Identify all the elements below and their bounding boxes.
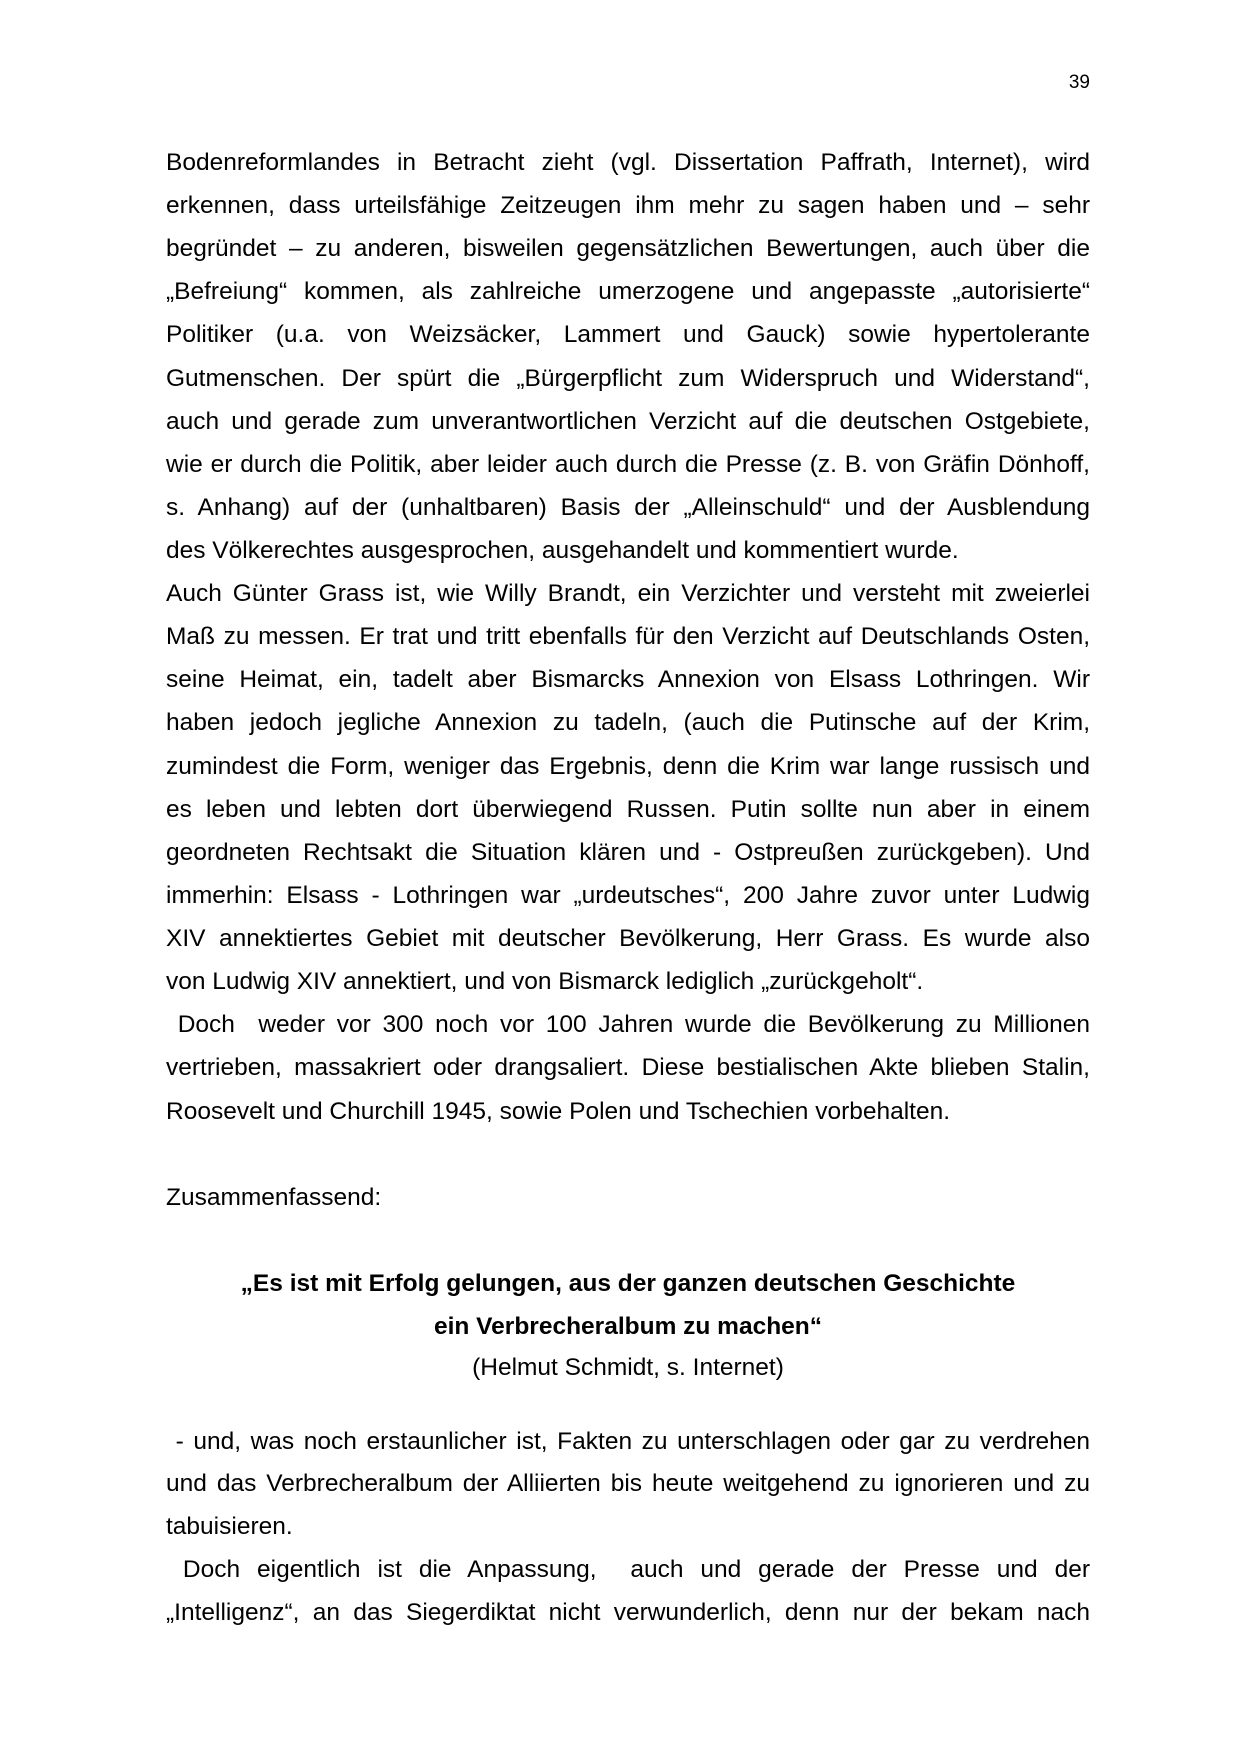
text-line: es leben und lebten dort überwiegend Russen. Putin sollte nun aber in einem	[166, 796, 1090, 823]
text-line: Doch weder vor 300 noch vor 100 Jahren wurde die Bevölkerung zu Millionen	[166, 1011, 1090, 1038]
text-line: auch und gerade zum unverantwortlichen Verzicht auf die deutschen Ostgebiete,	[166, 408, 1090, 435]
text-line: immerhin: Elsass - Lothringen war „urdeutsches“, 200 Jahre zuvor unter Ludwig	[166, 882, 1090, 909]
text-line: Politiker (u.a. von Weizsäcker, Lammert und Gauck) sowie hypertolerante	[166, 321, 1090, 348]
summary-label: Zusammenfassend:	[166, 1184, 382, 1211]
quote-attribution: (Helmut Schmidt, s. Internet)	[472, 1354, 784, 1381]
text-line: haben jedoch jegliche Annexion zu tadeln, (auch die Putinsche auf der Krim,	[166, 709, 1090, 736]
text-line: Roosevelt und Churchill 1945, sowie Polen und Tschechien vorbehalten.	[166, 1098, 951, 1125]
text-line: wie er durch die Politik, aber leider auch durch die Presse (z. B. von Gräfin Dönhoff,	[166, 451, 1090, 478]
text-line: „Befreiung“ kommen, als zahlreiche umerzogene und angepasste „autorisierte“	[166, 278, 1090, 305]
text-line: tabuisieren.	[166, 1513, 293, 1540]
text-line: des Völkerechtes ausgesprochen, ausgehandelt und kommentiert wurde.	[166, 537, 959, 564]
text-line: und das Verbrecheralbum der Alliierten bis heute weitgehend zu ignorieren und zu	[166, 1470, 1090, 1497]
quote-line: ein Verbrecheralbum zu machen“	[433, 1313, 823, 1340]
text-line: „Intelligenz“, an das Siegerdiktat nicht verwunderlich, denn nur der bekam nach	[166, 1599, 1090, 1626]
text-line: Bodenreformlandes in Betracht zieht (vgl. Dissertation Paffrath, Internet), wird	[166, 149, 1090, 176]
text-line: Maß zu messen. Er trat und tritt ebenfalls für den Verzicht auf Deutschlands Osten,	[166, 623, 1090, 650]
quote-line: „Es ist mit Erfolg gelungen, aus der ganzen deutschen Geschichte	[240, 1270, 1016, 1297]
text-line: zumindest die Form, weniger das Ergebnis, denn die Krim war lange russisch und	[166, 753, 1090, 780]
text-line: begründet – zu anderen, bisweilen gegensätzlichen Bewertungen, auch über die	[166, 235, 1090, 262]
text-line: Gutmenschen. Der spürt die „Bürgerpflicht zum Widerspruch und Widerstand“,	[166, 365, 1090, 392]
text-line: von Ludwig XIV annektiert, und von Bismarck lediglich „zurückgeholt“.	[166, 968, 924, 995]
text-line: vertrieben, massakriert oder drangsaliert. Diese bestialischen Akte blieben Stalin,	[166, 1054, 1090, 1081]
text-line: geordneten Rechtsakt die Situation klären und - Ostpreußen zurückgeben). Und	[166, 839, 1090, 866]
text-line: XIV annektiertes Gebiet mit deutscher Bevölkerung, Herr Grass. Es wurde also	[166, 925, 1090, 952]
page-number: 39	[1068, 72, 1090, 93]
text-line: Doch eigentlich ist die Anpassung, auch und gerade der Presse und der	[166, 1556, 1090, 1583]
text-line: - und, was noch erstaunlicher ist, Fakten zu unterschlagen oder gar zu verdrehen	[166, 1428, 1090, 1455]
text-line: s. Anhang) auf der (unhaltbaren) Basis der „Alleinschuld“ und der Ausblendung	[166, 494, 1090, 521]
text-line: Auch Günter Grass ist, wie Willy Brandt, ein Verzichter und versteht mit zweierlei	[166, 580, 1090, 607]
text-line: erkennen, dass urteilsfähige Zeitzeugen ihm mehr zu sagen haben und – sehr	[166, 192, 1090, 219]
text-line: seine Heimat, ein, tadelt aber Bismarcks Annexion von Elsass Lothringen. Wir	[166, 666, 1090, 693]
